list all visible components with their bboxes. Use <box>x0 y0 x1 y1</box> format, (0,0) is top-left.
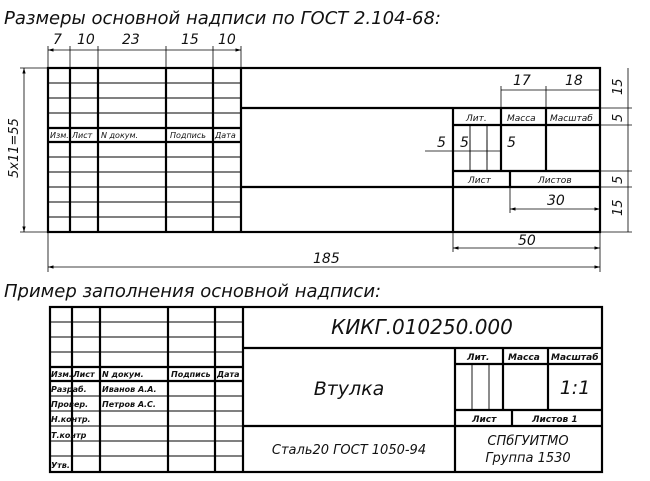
label-masshtab: Масштаб <box>550 114 593 124</box>
ex-role-prover: Провер. <box>51 400 89 409</box>
dim-w-5-left: 5 <box>437 135 446 151</box>
dim-col-15: 15 <box>181 32 199 48</box>
ex-name-ivanov: Иванов А.А. <box>102 385 157 394</box>
top-dimension-drawing <box>7 32 632 272</box>
heading-dimensions: Размеры основной надписи по ГОСТ 2.104-68: <box>4 8 441 29</box>
ex-designation: КИКГ.010250.000 <box>331 315 513 339</box>
dim-w-30: 30 <box>547 193 565 209</box>
dim-h-15-top: 15 <box>611 78 626 95</box>
ex-role-nkontr: Н.контр. <box>51 415 91 424</box>
ex-list: Лист <box>472 415 497 425</box>
dim-col-7: 7 <box>53 32 62 48</box>
ex-material: Сталь20 ГОСТ 1050-94 <box>271 443 427 458</box>
ex-role-tkontr: Т.контр <box>51 431 87 440</box>
dim-h-5-mid: 5 <box>611 113 626 122</box>
dim-w-185: 185 <box>313 251 340 267</box>
dim-col-23: 23 <box>122 32 140 48</box>
dim-w-17: 17 <box>513 73 531 89</box>
ex-name-petrov: Петров А.С. <box>102 400 156 409</box>
heading-example: Пример заполнения основной надписи: <box>4 281 382 302</box>
hdr-podpis: Подпись <box>170 131 206 140</box>
dim-w-18: 18 <box>565 73 583 89</box>
ex-hdr-list: Лист <box>73 370 95 379</box>
ex-org-line2: Группа 1530 <box>485 451 571 466</box>
ex-role-razrab: Разраб. <box>51 385 87 394</box>
ex-role-utv: Утв. <box>51 461 70 470</box>
dim-h-15-bottom: 15 <box>611 199 626 216</box>
dim-w-5-b: 5 <box>507 135 516 151</box>
hdr-data: Дата <box>215 131 236 140</box>
dim-col-10b: 10 <box>218 32 236 48</box>
ex-scale: 1:1 <box>559 377 591 399</box>
dim-w-50: 50 <box>518 233 536 249</box>
ex-org-line1: СПбГУИТМО <box>487 434 569 449</box>
hdr-izm: Изм. <box>50 131 69 140</box>
example-title-block <box>50 307 602 472</box>
hdr-ndokum: N докум. <box>101 131 139 140</box>
ex-listov: Листов 1 <box>532 415 578 425</box>
ex-hdr-izm: Изм. <box>51 370 72 379</box>
hdr-list: Лист <box>72 131 93 140</box>
ex-name: Втулка <box>313 378 385 400</box>
label-listov: Листов <box>538 176 572 186</box>
dim-col-10a: 10 <box>77 32 95 48</box>
dim-h-5-low: 5 <box>611 175 626 184</box>
ex-hdr-podpis: Подпись <box>171 370 211 379</box>
ex-hdr-data: Дата <box>217 370 240 379</box>
label-lit: Лит. <box>466 114 487 124</box>
ex-massa: Масса <box>508 353 540 363</box>
dim-vertical-left: 5x11=55 <box>7 118 22 178</box>
dim-w-5-a: 5 <box>460 135 469 151</box>
label-massa: Масса <box>507 114 536 124</box>
ex-hdr-ndokum: N докум. <box>102 370 144 379</box>
ex-lit: Лит. <box>467 353 490 363</box>
ex-masshtab: Масштаб <box>551 353 599 363</box>
label-list: Лист <box>468 176 491 186</box>
